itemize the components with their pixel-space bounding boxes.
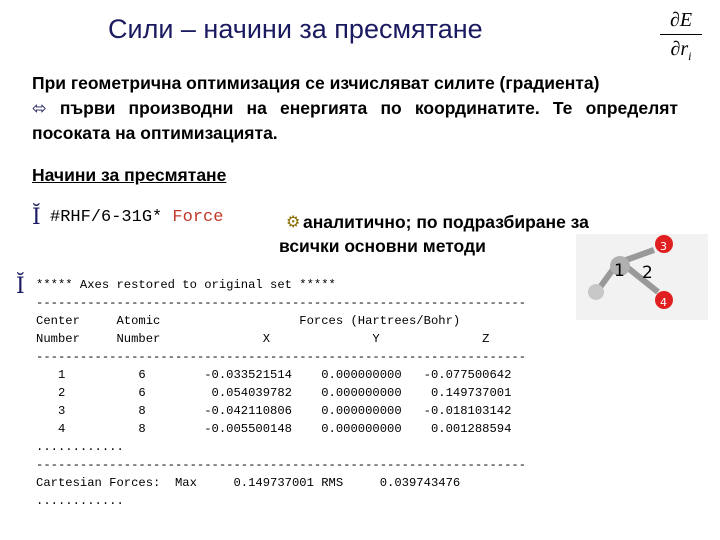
output-line: 4 8 -0.005500148 0.000000000 0.001288594 bbox=[57, 422, 512, 436]
atom-label-4: 4 bbox=[660, 296, 667, 309]
hydrogen-atom bbox=[588, 284, 604, 300]
output-line: 1 6 -0.033521514 0.000000000 -0.077500642 bbox=[57, 368, 512, 382]
output-line: ***** Axes restored to original set ***** bbox=[36, 278, 336, 292]
output-line: Cartesian Forces: Max 0.149737001 RMS 0.039743476 bbox=[36, 476, 461, 490]
output-line: ............ bbox=[36, 494, 124, 508]
output-line: 2 6 0.054039782 0.000000000 0.149737001 bbox=[57, 386, 512, 400]
molecule-diagram bbox=[576, 232, 708, 320]
intro-line-2: първи производни на енергията по координатите. Те определят посоката на оптимизацията. bbox=[32, 98, 678, 143]
atom-label-2: 2 bbox=[642, 263, 653, 283]
intro-line-1: При геометрична оптимизация се изчисляват силите (градиента) bbox=[32, 73, 600, 93]
method-note: аналитично; по подразбиране за всички основни методи bbox=[279, 212, 589, 256]
bullet-icon: Ĭ bbox=[32, 205, 41, 230]
output-line: ------------------------------------------------------------------- bbox=[36, 296, 527, 310]
route-method: #RHF/6-31G* bbox=[50, 208, 163, 227]
intro-paragraph bbox=[32, 71, 678, 146]
formula-numerator: ∂E bbox=[669, 9, 693, 31]
gear-icon: ⚙ bbox=[286, 214, 301, 231]
output-line: Number Number X Y Z bbox=[36, 332, 490, 346]
atom-label-1: 1 bbox=[614, 261, 625, 281]
output-line: ------------------------------------------------------------------- bbox=[36, 458, 527, 472]
route-keyword: Force bbox=[172, 208, 224, 227]
bullet-icon: Ĭ bbox=[16, 274, 25, 299]
output-line: 3 8 -0.042110806 0.000000000 -0.018103142 bbox=[57, 404, 512, 418]
gradient-formula bbox=[656, 8, 706, 64]
route-command bbox=[50, 208, 223, 227]
slide-title: Сили – начини за пресмятане bbox=[108, 14, 483, 44]
section-subheading: Начини за пресмятане bbox=[32, 165, 227, 185]
output-line: ............ bbox=[36, 440, 124, 454]
formula-denominator: $\partial r_i$ bbox=[670, 38, 692, 63]
output-line: ------------------------------------------------------------------- bbox=[36, 350, 527, 364]
double-arrow-icon: ⬄ bbox=[32, 98, 47, 118]
gaussian-output bbox=[36, 276, 526, 510]
formula-fraction-bar bbox=[660, 34, 702, 35]
output-line: Center Atomic Forces (Hartrees/Bohr) bbox=[36, 314, 461, 328]
atom-label-3: 3 bbox=[660, 240, 667, 253]
